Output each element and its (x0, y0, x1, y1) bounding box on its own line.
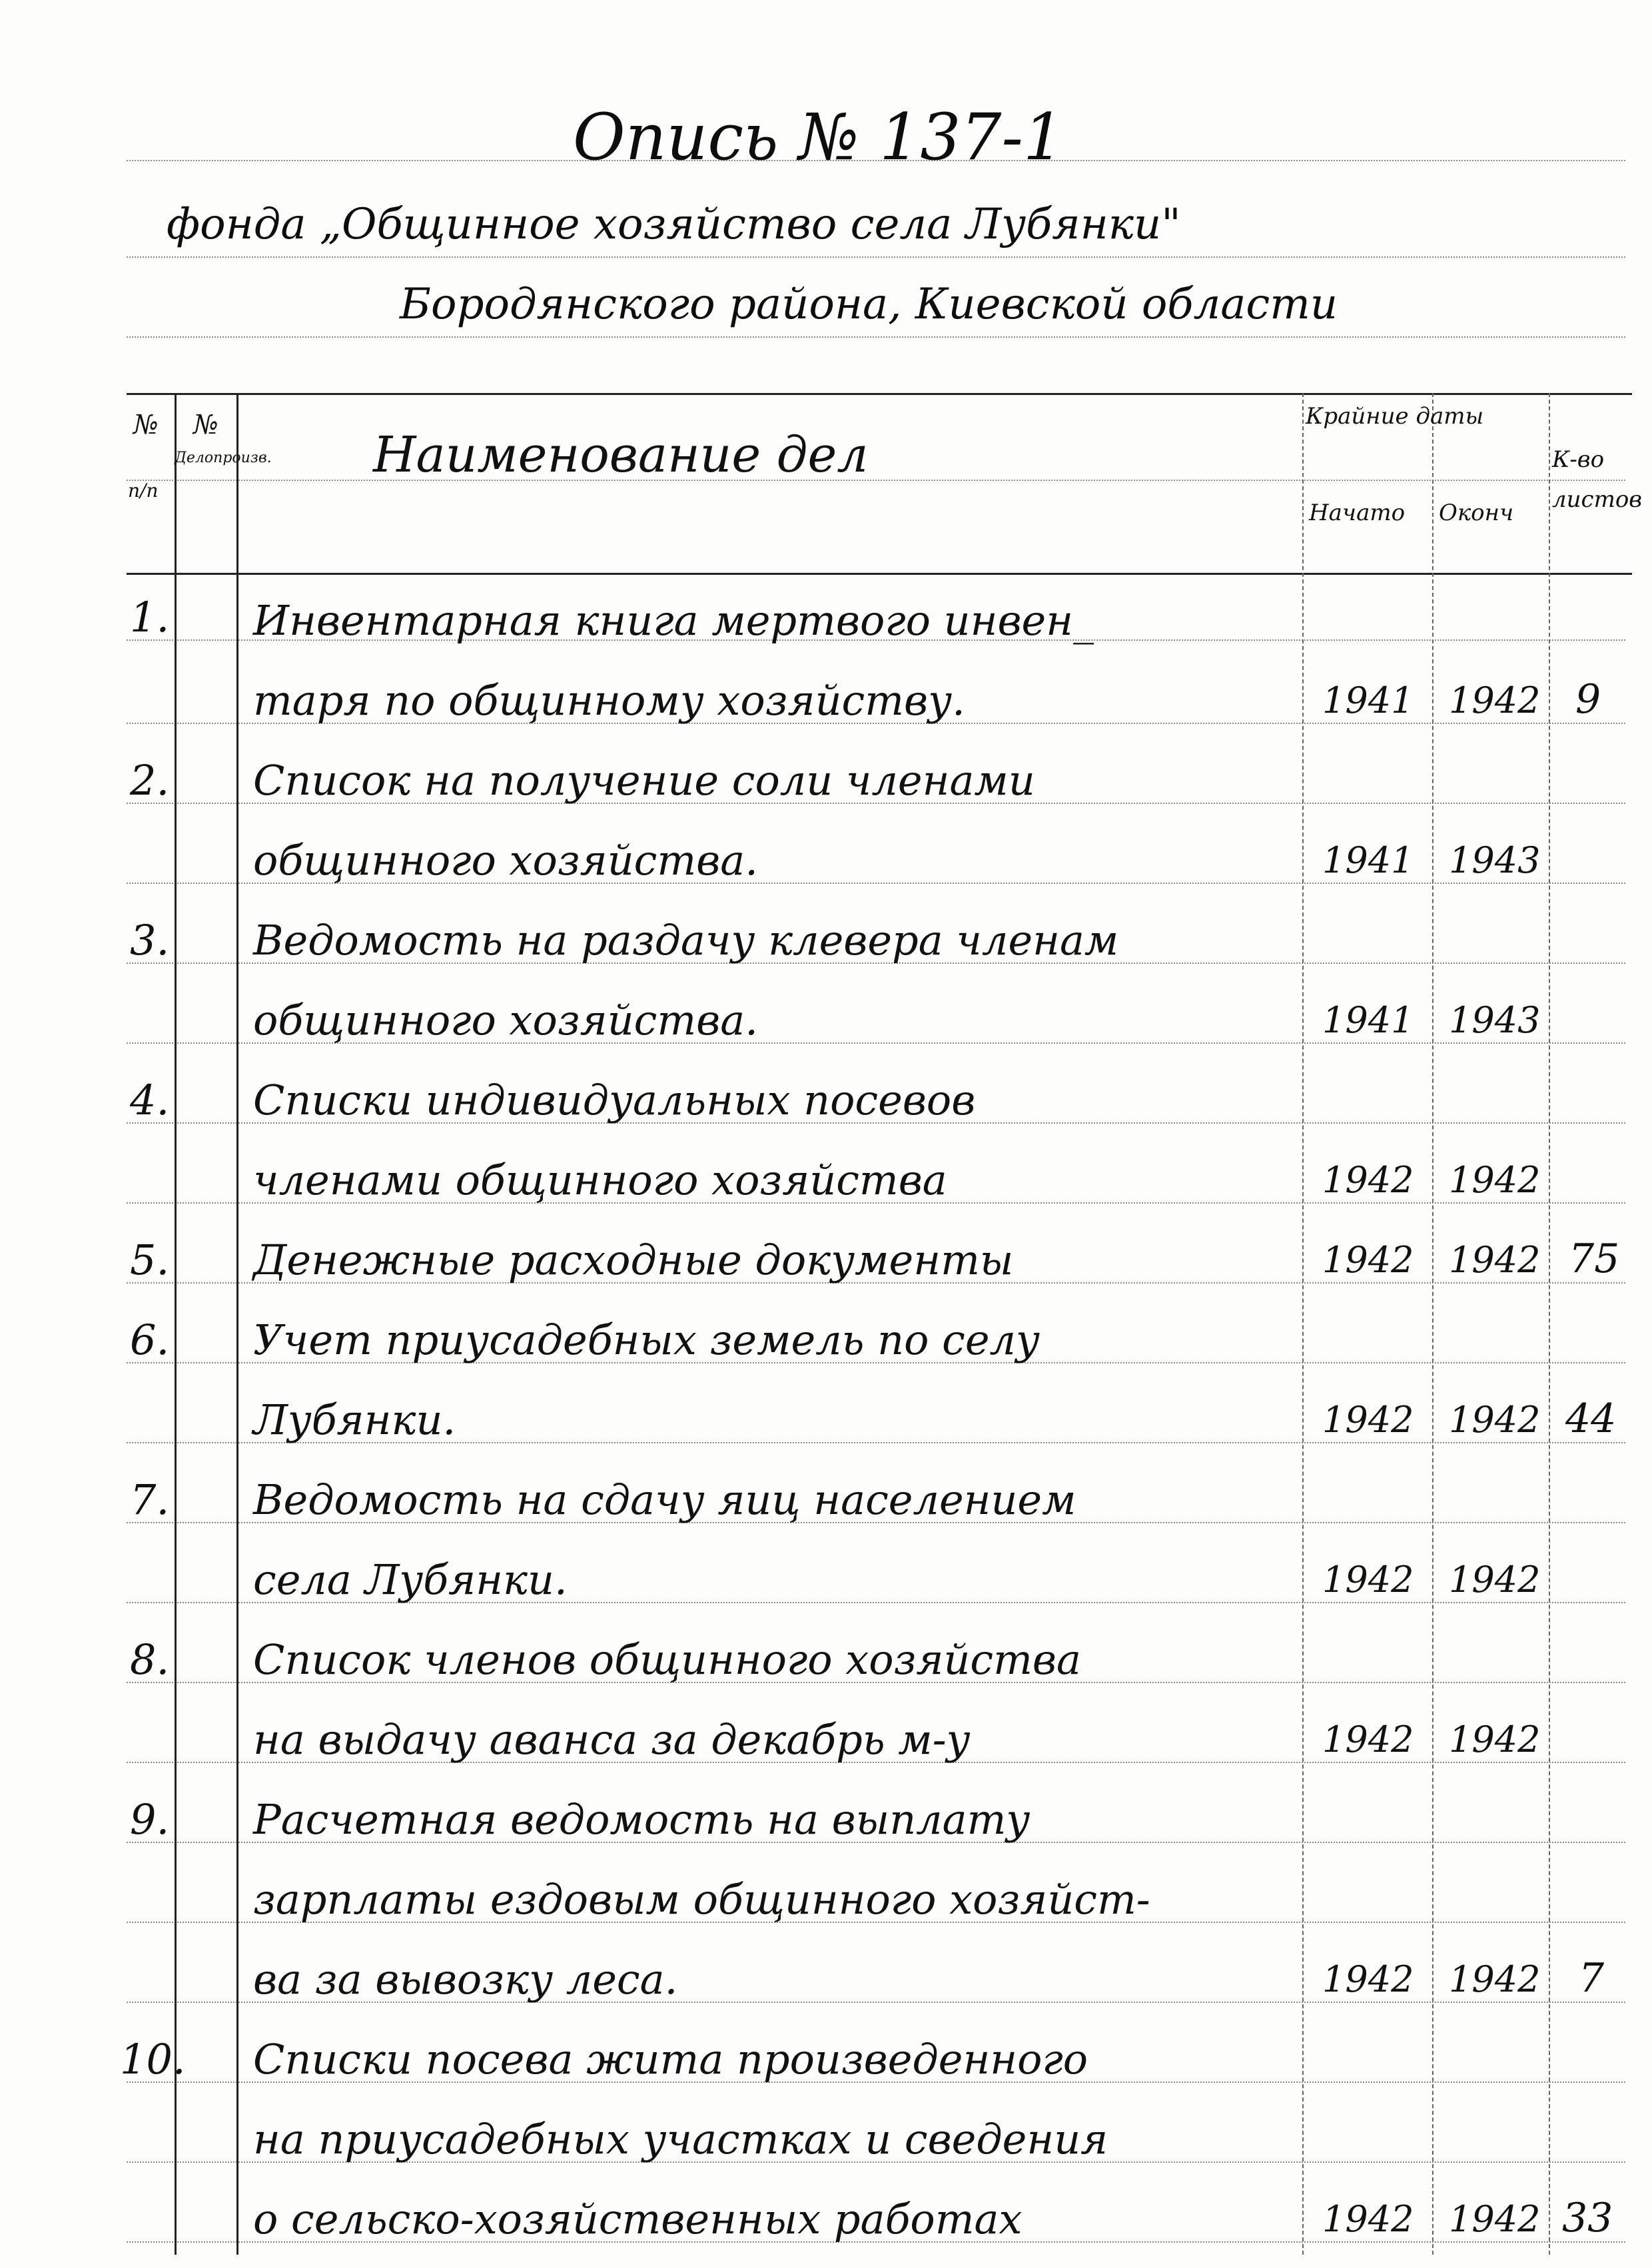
col-start-header: Начато (1309, 500, 1406, 526)
rule (127, 256, 1625, 258)
row-end-year: 1942 (1449, 679, 1541, 721)
row-number: 5. (130, 1236, 170, 1284)
row-title-line: ва за вывозку леса. (253, 1955, 678, 2004)
row-title-line: Список на получение соли членами (253, 756, 1035, 805)
row-sheet-count: 75 (1569, 1236, 1620, 1282)
fond-name: фонда „Общинное хозяйство села Лубянки" (167, 200, 1181, 249)
row-sheet-count: 7 (1579, 1955, 1605, 2002)
row-title-line: села Лубянки. (253, 1555, 568, 1604)
row-title-line: Учет приусадебных земель по селу (253, 1316, 1040, 1364)
row-end-year: 1942 (1449, 1239, 1541, 1281)
row-title-line: о сельско-хозяйственных работах (253, 2195, 1023, 2243)
row-title-line: Ведомость на раздачу клевера членам (253, 916, 1119, 964)
row-number: 9. (130, 1795, 170, 1844)
table-top-border (127, 393, 1632, 395)
row-title-line: Список членов общинного хозяйства (253, 1635, 1081, 1684)
row-start-year: 1942 (1322, 1239, 1414, 1281)
row-start-year: 1942 (1322, 1718, 1414, 1760)
fond-location: Бородянского района, Киевской области (400, 280, 1338, 329)
row-title-line: Денежные расходные документы (253, 1236, 1014, 1284)
row-start-year: 1942 (1322, 1958, 1414, 2000)
row-number: 6. (130, 1316, 170, 1364)
row-number: 8. (130, 1635, 170, 1684)
rule (127, 336, 1625, 338)
row-number: 1. (130, 593, 170, 641)
column-divider (175, 393, 177, 2255)
row-title-line: общинного хозяйства. (253, 996, 758, 1044)
row-sheet-count: 9 (1575, 676, 1601, 723)
col-name-header: Наименование дел (373, 426, 869, 484)
column-divider (1549, 393, 1550, 2255)
row-title-line: членами общинного хозяйства (253, 1156, 947, 1204)
row-title-line: Списки индивидуальных посевов (253, 1076, 976, 1124)
col-end-header: Оконч (1439, 500, 1514, 526)
col-num-sub: п/п (128, 480, 159, 502)
row-end-year: 1942 (1449, 1159, 1541, 1201)
row-sheet-count: 44 (1565, 1395, 1617, 1442)
row-title-line: зарплаты ездовым общинного хозяйст- (253, 1875, 1150, 1924)
row-title-line: Инвентарная книга мертвого инвен_ (253, 596, 1094, 645)
col-sheets-header: К-во листов (1552, 446, 1643, 513)
row-end-year: 1943 (1449, 839, 1541, 881)
row-title-line: Ведомость на сдачу яиц населением (253, 1475, 1076, 1524)
col-dates-header: Крайние даты (1306, 403, 1484, 430)
col-case-num-sub: Делопроизв. (175, 450, 272, 466)
row-number: 10. (120, 2035, 186, 2083)
row-title-line: Лубянки. (253, 1395, 456, 1444)
row-end-year: 1943 (1449, 999, 1541, 1041)
row-end-year: 1942 (1449, 1958, 1541, 2000)
row-end-year: 1942 (1449, 1718, 1541, 1760)
row-end-year: 1942 (1449, 1559, 1541, 1601)
column-divider (1432, 393, 1434, 2255)
row-start-year: 1942 (1322, 2198, 1414, 2240)
row-start-year: 1941 (1322, 999, 1414, 1041)
document-title: Опись № 137-1 (573, 100, 1064, 175)
row-number: 7. (130, 1475, 170, 1524)
column-divider (1302, 393, 1304, 2255)
row-title-line: общинного хозяйства. (253, 836, 758, 885)
row-start-year: 1942 (1322, 1399, 1414, 1441)
row-title-line: на выдачу аванса за декабрь м-у (253, 1715, 971, 1764)
row-title-line: на приусадебных участках и сведения (253, 2115, 1108, 2163)
row-number: 2. (130, 756, 170, 805)
rule (127, 480, 1625, 481)
row-start-year: 1942 (1322, 1159, 1414, 1201)
row-title-line: Списки посева жита произведенного (253, 2035, 1088, 2083)
row-title-line: Расчетная ведомость на выплату (253, 1795, 1031, 1844)
col-case-num-label: № (193, 410, 218, 440)
row-title-line: таря по общинному хозяйству. (253, 676, 965, 725)
table-header-border (127, 573, 1632, 575)
row-number: 3. (130, 916, 170, 964)
row-end-year: 1942 (1449, 2198, 1541, 2240)
column-divider (236, 393, 238, 2255)
row-start-year: 1941 (1322, 839, 1414, 881)
row-start-year: 1942 (1322, 1559, 1414, 1601)
col-num-label: № (133, 410, 159, 440)
row-start-year: 1941 (1322, 679, 1414, 721)
row-end-year: 1942 (1449, 1399, 1541, 1441)
row-number: 4. (130, 1076, 170, 1124)
row-sheet-count: 33 (1562, 2195, 1613, 2241)
